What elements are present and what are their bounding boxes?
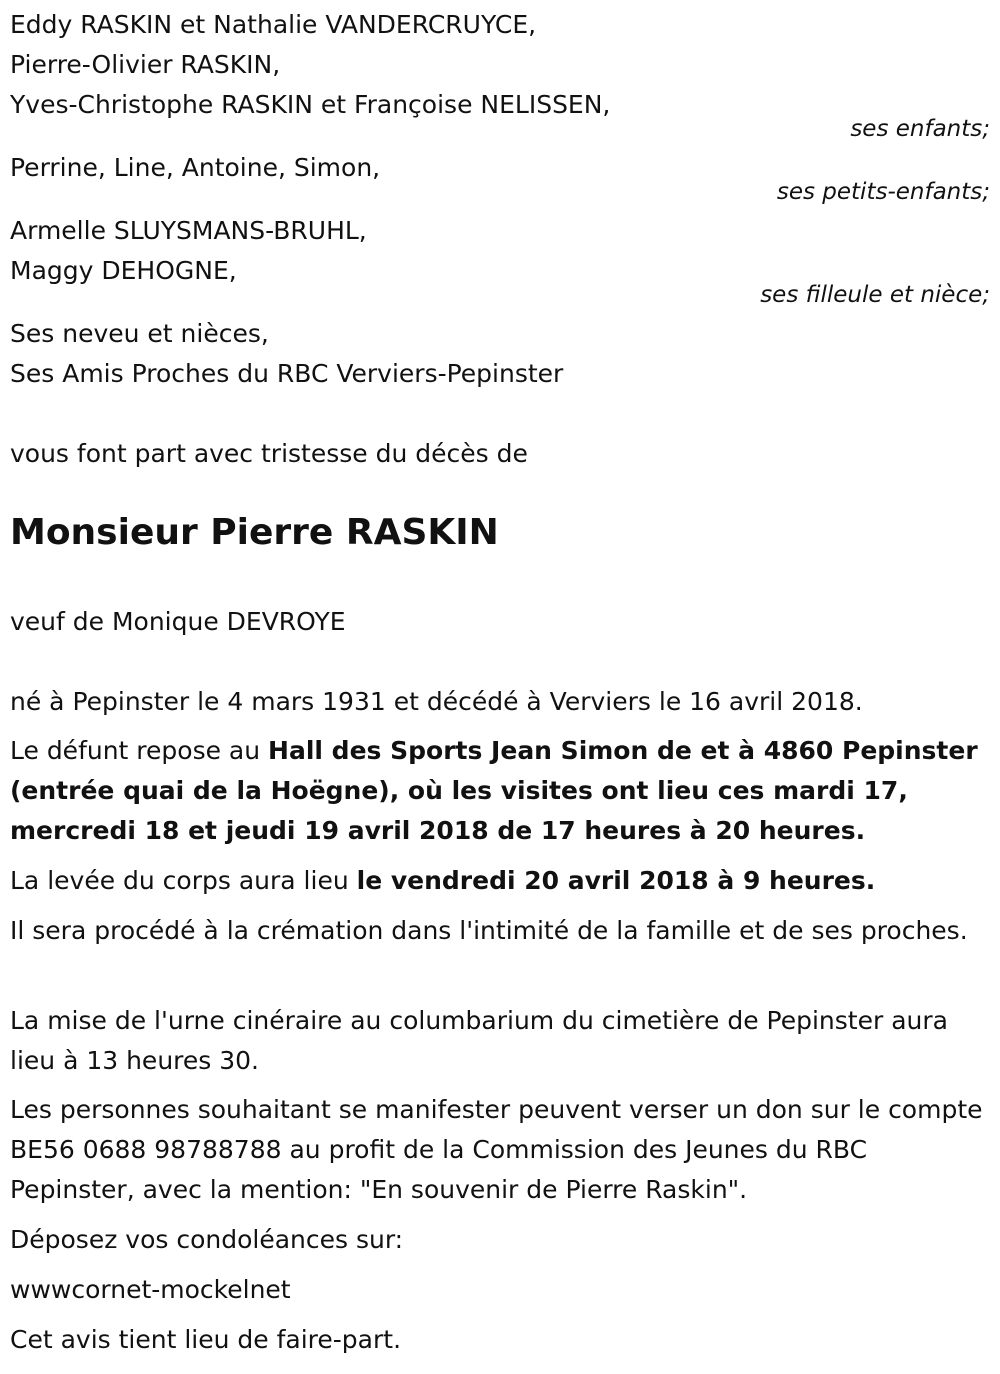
- repose-intro: Le défunt repose au: [10, 736, 269, 765]
- repose-paragraph: [10, 731, 990, 851]
- closing-line: Cet avis tient lieu de faire-part.: [10, 1325, 402, 1354]
- widower-line: veuf de Monique DEVROYE: [10, 607, 346, 636]
- announcement: vous font part avec tristesse du décès de: [10, 439, 528, 468]
- grandchildren-line: Perrine, Line, Antoine, Simon,: [10, 153, 381, 182]
- others-line-1: Ses neveu et nièces,: [10, 319, 269, 348]
- repose-details: Hall des Sports Jean Simon de et à 4860 Pepinster (entrée quai de la Hoëgne), où les visites ont lieu ces mardi 17, mercredi 18 et jeudi 19 avril 2018 de 17 heures à 20 heures.: [10, 736, 978, 845]
- children-line-1: Eddy RASKIN et Nathalie VANDERCRUYCE,: [10, 10, 537, 39]
- goddaughter-line-2: Maggy DEHOGNE,: [10, 256, 237, 285]
- children-line-2: Pierre-Olivier RASKIN,: [10, 50, 281, 79]
- levee-details: le vendredi 20 avril 2018 à 9 heures.: [356, 866, 876, 895]
- condolences-label: Déposez vos condoléances sur:: [10, 1225, 404, 1254]
- birth-death-line: né à Pepinster le 4 mars 1931 et décédé à Verviers le 16 avril 2018.: [10, 687, 863, 716]
- levee-paragraph: [10, 861, 990, 901]
- levee-intro: La levée du corps aura lieu: [10, 866, 357, 895]
- cremation-paragraph: Il sera procédé à la crémation dans l'intimité de la famille et de ses proches.: [10, 916, 968, 945]
- deceased-name: Monsieur Pierre RASKIN: [10, 512, 499, 553]
- others-line-2: Ses Amis Proches du RBC Verviers-Pepinster: [10, 359, 564, 388]
- goddaughter-line-1: Armelle SLUYSMANS-BRUHL,: [10, 216, 367, 245]
- website-link[interactable]: wwwcornet-mockelnet: [10, 1275, 291, 1304]
- urne-paragraph: La mise de l'urne cinéraire au columbarium du cimetière de Pepinster aura lieu à 13 heures 30.: [10, 1006, 948, 1075]
- goddaughter-role: ses filleule et nièce;: [760, 282, 990, 308]
- grandchildren-role: ses petits-enfants;: [776, 179, 990, 205]
- children-role: ses enfants;: [850, 116, 990, 142]
- children-line-3: Yves-Christophe RASKIN et Françoise NELISSEN,: [10, 90, 611, 119]
- donation-paragraph: Les personnes souhaitant se manifester peuvent verser un don sur le compte BE56 0688 98788788 au profit de la Commission des Jeunes du RBC Pepinster, avec la mention: "En souvenir de Pierre Raskin".: [10, 1095, 983, 1204]
